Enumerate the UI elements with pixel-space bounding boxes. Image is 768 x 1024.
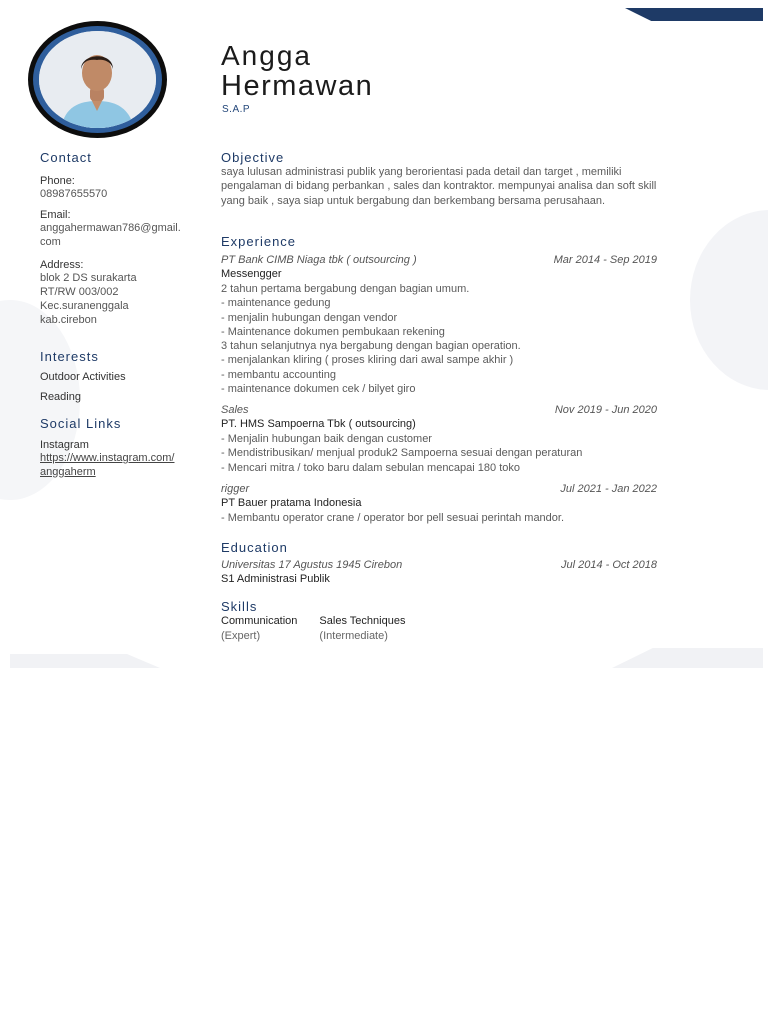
instagram-link[interactable]: https://www.instagram.com/anggaherm <box>40 452 175 478</box>
education-school: Universitas 17 Agustus 1945 Cirebon <box>221 559 403 571</box>
experience-line: 3 tahun selanjutnya nya bergabung dengan bagian operation. <box>221 340 521 353</box>
decorative-bottom-left <box>10 654 160 668</box>
phone-label: Phone: <box>40 175 75 187</box>
experience-line: 2 tahun pertama bergabung dengan bagian umum. <box>221 283 470 295</box>
experience-entry <box>221 403 657 475</box>
skills-list <box>221 614 657 643</box>
decorative-bottom-right <box>612 648 763 668</box>
instagram-block <box>40 439 180 479</box>
experience-line: - membantu accounting <box>221 368 336 381</box>
address-line: Kec.suranenggala <box>40 300 129 312</box>
experience-title: PT Bauer pratama Indonesia <box>221 497 362 509</box>
experience-dates: Mar 2014 - Sep 2019 <box>553 254 657 266</box>
education-entry <box>221 558 657 587</box>
experience-line: - Maintenance dokumen pembukaan rekening <box>221 325 445 338</box>
experience-line: - Mencari mitra / toko baru dalam sebulan mencapai 180 toko <box>221 461 520 474</box>
interest-item <box>40 391 185 403</box>
address-block <box>40 259 185 327</box>
education-heading: Education <box>221 540 288 555</box>
interest-label: Outdoor Activities <box>40 371 126 383</box>
decorative-shape-right <box>690 210 768 390</box>
experience-title: PT. HMS Sampoerna Tbk ( outsourcing) <box>221 418 416 430</box>
experience-heading: Experience <box>221 234 297 249</box>
degree-title: S.A.P <box>222 104 251 115</box>
experience-dates: Jul 2021 - Jan 2022 <box>560 483 657 495</box>
profile-photo <box>39 31 156 128</box>
education-dates: Jul 2014 - Oct 2018 <box>560 559 657 571</box>
first-name: Angga <box>221 40 312 71</box>
experience-line: - menjalin hubungan dengan vendor <box>221 311 398 324</box>
experience-dates: Nov 2019 - Jun 2020 <box>554 404 657 416</box>
interest-label: Reading <box>40 391 81 403</box>
phone-value[interactable]: 08987655570 <box>40 188 108 200</box>
experience-line: - menjalankan kliring ( proses kliring dari awal sampe akhir ) <box>221 354 514 367</box>
contact-heading: Contact <box>40 150 92 165</box>
address-line: RT/RW 003/002 <box>40 286 119 298</box>
interests-heading: Interests <box>40 349 99 364</box>
skills-heading: Skills <box>221 599 258 614</box>
last-name: Hermawan <box>221 70 374 102</box>
email-value[interactable]: anggahermawan786@gmail.com <box>40 222 181 248</box>
experience-line: - Membantu operator crane / operator bor pell sesuai perintah mandor. <box>221 512 565 524</box>
decorative-top-bar <box>625 8 763 21</box>
interest-item <box>40 371 185 383</box>
skill-item <box>319 614 405 643</box>
skill-name: Communication <box>221 615 298 627</box>
experience-company: PT Bank CIMB Niaga tbk ( outsourcing ) <box>221 254 417 266</box>
person-portrait-icon <box>39 31 156 128</box>
experience-title: Messengger <box>221 268 282 280</box>
education-degree: S1 Administrasi Publik <box>221 573 330 585</box>
objective-heading: Objective <box>221 150 285 165</box>
skill-level: (Expert) <box>221 629 261 642</box>
experience-entry <box>221 482 657 525</box>
instagram-label: Instagram <box>40 439 89 451</box>
experience-line: - Mendistribusikan/ menjual produk2 Sampoerna sesuai dengan peraturan <box>221 447 583 460</box>
skills-section <box>221 599 657 614</box>
experience-section <box>221 234 657 249</box>
education-section <box>221 540 657 555</box>
contact-section <box>40 150 185 165</box>
objective-text: saya lulusan administrasi publik yang berorientasi pada detail dan target , memiliki pengalaman di bidang perbankan , sales dan kontraktor. mempunyai analisa dan soft skill yang baik , saya siap untuk bergabung dan berkembang bersama perusahaan. <box>221 166 657 207</box>
email-label: Email: <box>40 209 71 221</box>
interests-section <box>40 349 185 364</box>
experience-line: - maintenance dokumen cek / bilyet giro <box>221 383 416 396</box>
experience-entry <box>221 253 657 396</box>
social-links-section <box>40 416 185 431</box>
experience-line: - Menjalin hubungan baik dengan customer <box>221 433 432 445</box>
address-label: Address: <box>40 259 84 271</box>
skill-name: Sales Techniques <box>319 615 406 627</box>
skill-item <box>221 614 297 643</box>
address-line: kab.cirebon <box>40 314 97 326</box>
experience-company: Sales <box>221 404 249 416</box>
objective-section <box>221 150 657 208</box>
experience-line: - maintenance gedung <box>221 297 331 310</box>
social-links-heading: Social Links <box>40 416 122 431</box>
phone-block <box>40 175 185 201</box>
address-line: blok 2 DS surakarta <box>40 272 137 284</box>
skill-level: (Intermediate) <box>319 629 388 642</box>
experience-company: rigger <box>221 483 250 495</box>
email-block <box>40 209 182 249</box>
